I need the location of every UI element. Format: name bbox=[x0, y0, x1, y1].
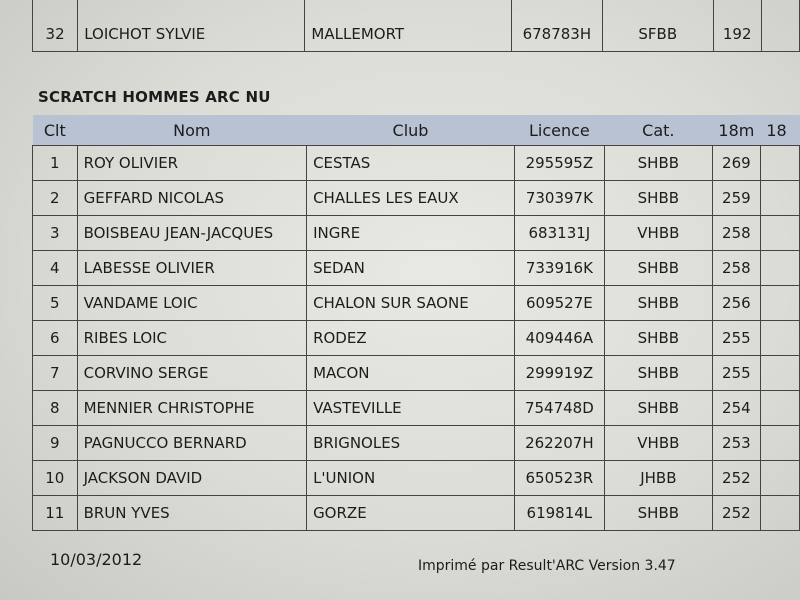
score-cell: 252 bbox=[712, 461, 760, 496]
nom-cell: BOISBEAU JEAN-JACQUES bbox=[77, 216, 306, 251]
table-row bbox=[33, 251, 800, 286]
cat-cell: SHBB bbox=[604, 391, 712, 426]
score-cell-extra bbox=[761, 0, 799, 52]
score-cell: 256 bbox=[712, 286, 760, 321]
licence-cell: 733916K bbox=[514, 251, 604, 286]
nom-cell: LOICHOT SYLVIE bbox=[78, 0, 305, 52]
cat-cell: SHBB bbox=[604, 496, 712, 531]
cat-cell: SHBB bbox=[604, 146, 712, 181]
club-cell: MALLEMORT bbox=[305, 0, 512, 52]
cat-cell: VHBB bbox=[604, 216, 712, 251]
cat-cell: SHBB bbox=[604, 321, 712, 356]
nom-cell: LABESSE OLIVIER bbox=[77, 251, 306, 286]
table-row bbox=[33, 146, 800, 181]
score-cell-extra bbox=[760, 181, 799, 216]
header-score2: 18 bbox=[766, 120, 787, 140]
club-cell: CHALON SUR SAONE bbox=[307, 286, 515, 321]
header-club: Club bbox=[392, 120, 429, 140]
licence-cell: 730397K bbox=[514, 181, 604, 216]
clt-cell: 1 bbox=[33, 146, 78, 181]
club-cell: BRIGNOLES bbox=[307, 426, 515, 461]
clt-cell: 6 bbox=[33, 321, 78, 356]
cat-cell: JHBB bbox=[604, 461, 712, 496]
score-cell-extra bbox=[760, 356, 799, 391]
table-row bbox=[33, 426, 800, 461]
clt-cell: 9 bbox=[33, 426, 78, 461]
clt-cell: 3 bbox=[33, 216, 78, 251]
table-row bbox=[33, 181, 800, 216]
table-header-row bbox=[33, 115, 800, 146]
cat-cell: SFBB bbox=[602, 0, 713, 52]
club-cell: CESTAS bbox=[307, 146, 515, 181]
score-cell-extra bbox=[760, 321, 799, 356]
score-cell: 253 bbox=[712, 426, 760, 461]
score-cell: 258 bbox=[712, 216, 760, 251]
clt-cell: 4 bbox=[33, 251, 78, 286]
table-row bbox=[33, 286, 800, 321]
licence-cell: 754748D bbox=[514, 391, 604, 426]
table-row bbox=[33, 461, 800, 496]
club-cell: L'UNION bbox=[307, 461, 515, 496]
cat-cell: SHBB bbox=[604, 356, 712, 391]
previous-results-table bbox=[32, 0, 800, 52]
cat-cell: SHBB bbox=[604, 251, 712, 286]
nom-cell: RIBES LOIC bbox=[77, 321, 306, 356]
clt-cell: 7 bbox=[33, 356, 78, 391]
header-nom: Nom bbox=[173, 120, 211, 140]
header-cat: Cat. bbox=[642, 120, 675, 140]
table-row bbox=[33, 0, 800, 52]
club-cell: VASTEVILLE bbox=[307, 391, 515, 426]
licence-cell: 609527E bbox=[514, 286, 604, 321]
score-cell: 252 bbox=[712, 496, 760, 531]
club-cell: INGRE bbox=[307, 216, 515, 251]
score-cell: 255 bbox=[712, 356, 760, 391]
score-cell-extra bbox=[760, 391, 799, 426]
table-row bbox=[33, 216, 800, 251]
clt-cell: 5 bbox=[33, 286, 78, 321]
score-cell-extra bbox=[760, 426, 799, 461]
header-score1: 18m bbox=[718, 120, 755, 140]
score-cell-extra bbox=[760, 461, 799, 496]
nom-cell: VANDAME LOIC bbox=[77, 286, 306, 321]
clt-cell: 2 bbox=[33, 181, 78, 216]
nom-cell: PAGNUCCO BERNARD bbox=[77, 426, 306, 461]
clt-cell: 8 bbox=[33, 391, 78, 426]
footer-date: 10/03/2012 bbox=[50, 550, 143, 569]
club-cell: RODEZ bbox=[307, 321, 515, 356]
cat-cell: VHBB bbox=[604, 426, 712, 461]
clt-cell: 11 bbox=[33, 496, 78, 531]
licence-cell: 619814L bbox=[514, 496, 604, 531]
cat-cell: SHBB bbox=[604, 286, 712, 321]
cat-cell: SHBB bbox=[604, 181, 712, 216]
club-cell: CHALLES LES EAUX bbox=[307, 181, 515, 216]
section-title: SCRATCH HOMMES ARC NU bbox=[38, 88, 271, 106]
results-table bbox=[32, 115, 800, 531]
header-clt: Clt bbox=[43, 120, 66, 140]
score-cell-extra bbox=[760, 146, 799, 181]
score-cell: 258 bbox=[712, 251, 760, 286]
licence-cell: 650523R bbox=[514, 461, 604, 496]
results-body bbox=[33, 146, 800, 531]
licence-cell: 262207H bbox=[514, 426, 604, 461]
licence-cell: 678783H bbox=[512, 0, 602, 52]
score-cell: 269 bbox=[712, 146, 760, 181]
score-cell: 259 bbox=[712, 181, 760, 216]
clt-cell: 10 bbox=[33, 461, 78, 496]
footer-printed-by: Imprimé par Result'ARC Version 3.47 bbox=[418, 558, 676, 574]
club-cell: GORZE bbox=[307, 496, 515, 531]
nom-cell: MENNIER CHRISTOPHE bbox=[77, 391, 306, 426]
score-cell-extra bbox=[760, 216, 799, 251]
score-cell: 255 bbox=[712, 321, 760, 356]
table-row bbox=[33, 321, 800, 356]
licence-cell: 683131J bbox=[514, 216, 604, 251]
licence-cell: 409446A bbox=[514, 321, 604, 356]
score-cell: 192 bbox=[713, 0, 761, 52]
licence-cell: 299919Z bbox=[514, 356, 604, 391]
score-cell: 254 bbox=[712, 391, 760, 426]
licence-cell: 295595Z bbox=[514, 146, 604, 181]
header-licence: Licence bbox=[528, 120, 590, 140]
score-cell-extra bbox=[760, 496, 799, 531]
nom-cell: JACKSON DAVID bbox=[77, 461, 306, 496]
table-row bbox=[33, 391, 800, 426]
nom-cell: CORVINO SERGE bbox=[77, 356, 306, 391]
score-cell-extra bbox=[760, 251, 799, 286]
club-cell: SEDAN bbox=[307, 251, 515, 286]
clt-cell: 32 bbox=[33, 0, 78, 52]
table-row bbox=[33, 356, 800, 391]
score-cell-extra bbox=[760, 286, 799, 321]
table-row bbox=[33, 496, 800, 531]
nom-cell: ROY OLIVIER bbox=[77, 146, 306, 181]
nom-cell: GEFFARD NICOLAS bbox=[77, 181, 306, 216]
club-cell: MACON bbox=[307, 356, 515, 391]
nom-cell: BRUN YVES bbox=[77, 496, 306, 531]
